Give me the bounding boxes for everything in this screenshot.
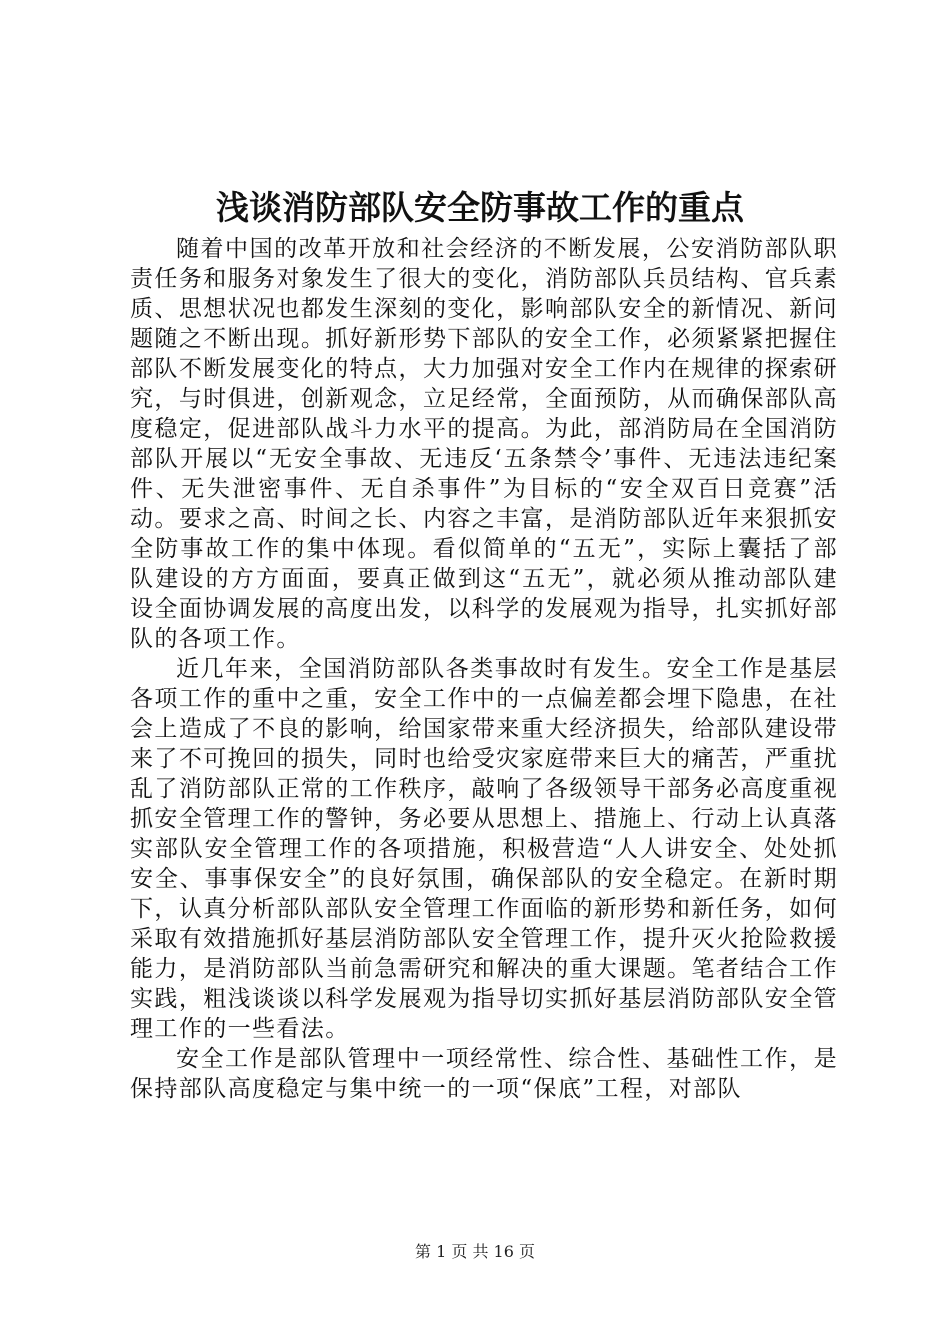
document-title: 浅谈消防部队安全防事故工作的重点	[216, 188, 744, 227]
paragraph-1: 随着中国的改革开放和社会经济的不断发展，公安消防部队职责任务和服务对象发生了很大的变化，消防部队兵员结构、官兵素质、思想状况也都发生深刻的变化，影响部队安全的新情况、新问题随之不断出现。抓好新形势下部队的安全工作，必须紧紧把握住部队不断发展变化的特点，大力加强对安全工作内在规律的探索研究，与时俱进，创新观念，立足经常，全面预防，从而确保部队高度稳定，促进部队战斗力水平的提高。为此，部消防局在全国消防部队开展以“无安全事故、无违反‘五条禁令’事件、无违法违纪案件、无失泄密事件、无自杀事件”为目标的“安全双百日竞赛”活动。要求之高、时间之长、内容之丰富，是消防部队近年来狠抓安全防事故工作的集中体现。看似简单的“五无”，实际上囊括了部队建设的方方面面，要真正做到这“五无”，就必须从推动部队建设全面协调发展的高度出发，以科学的发展观为指导，扎实抓好部队的各项工作。	[130, 236, 838, 652]
document-body	[130, 234, 838, 1104]
page-footer: 第 1 页 共 16 页	[415, 1242, 535, 1261]
paragraph-3: 安全工作是部队管理中一项经常性、综合性、基础性工作，是保持部队高度稳定与集中统一的一项“保底”工程，对部队	[130, 1046, 838, 1102]
paragraph-2: 近几年来，全国消防部队各类事故时有发生。安全工作是基层各项工作的重中之重，安全工作中的一点偏差都会埋下隐患，在社会上造成了不良的影响，给国家带来重大经济损失，给部队建设带来了不可挽回的损失，同时也给受灾家庭带来巨大的痛苦，严重扰乱了消防部队正常的工作秩序，敲响了各级领导干部务必高度重视抓安全管理工作的警钟，务必要从思想上、措施上、行动上认真落实部队安全管理工作的各项措施，积极营造“人人讲安全、处处抓安全、事事保安全”的良好氛围，确保部队的安全稳定。在新时期下，认真分析部队部队安全管理工作面临的新形势和新任务，如何采取有效措施抓好基层消防部队安全管理工作，提升灭火抢险救援能力，是消防部队当前急需研究和解决的重大课题。笔者结合工作实践，粗浅谈谈以科学发展观为指导切实抓好基层消防部队安全管理工作的一些看法。	[130, 656, 838, 1042]
